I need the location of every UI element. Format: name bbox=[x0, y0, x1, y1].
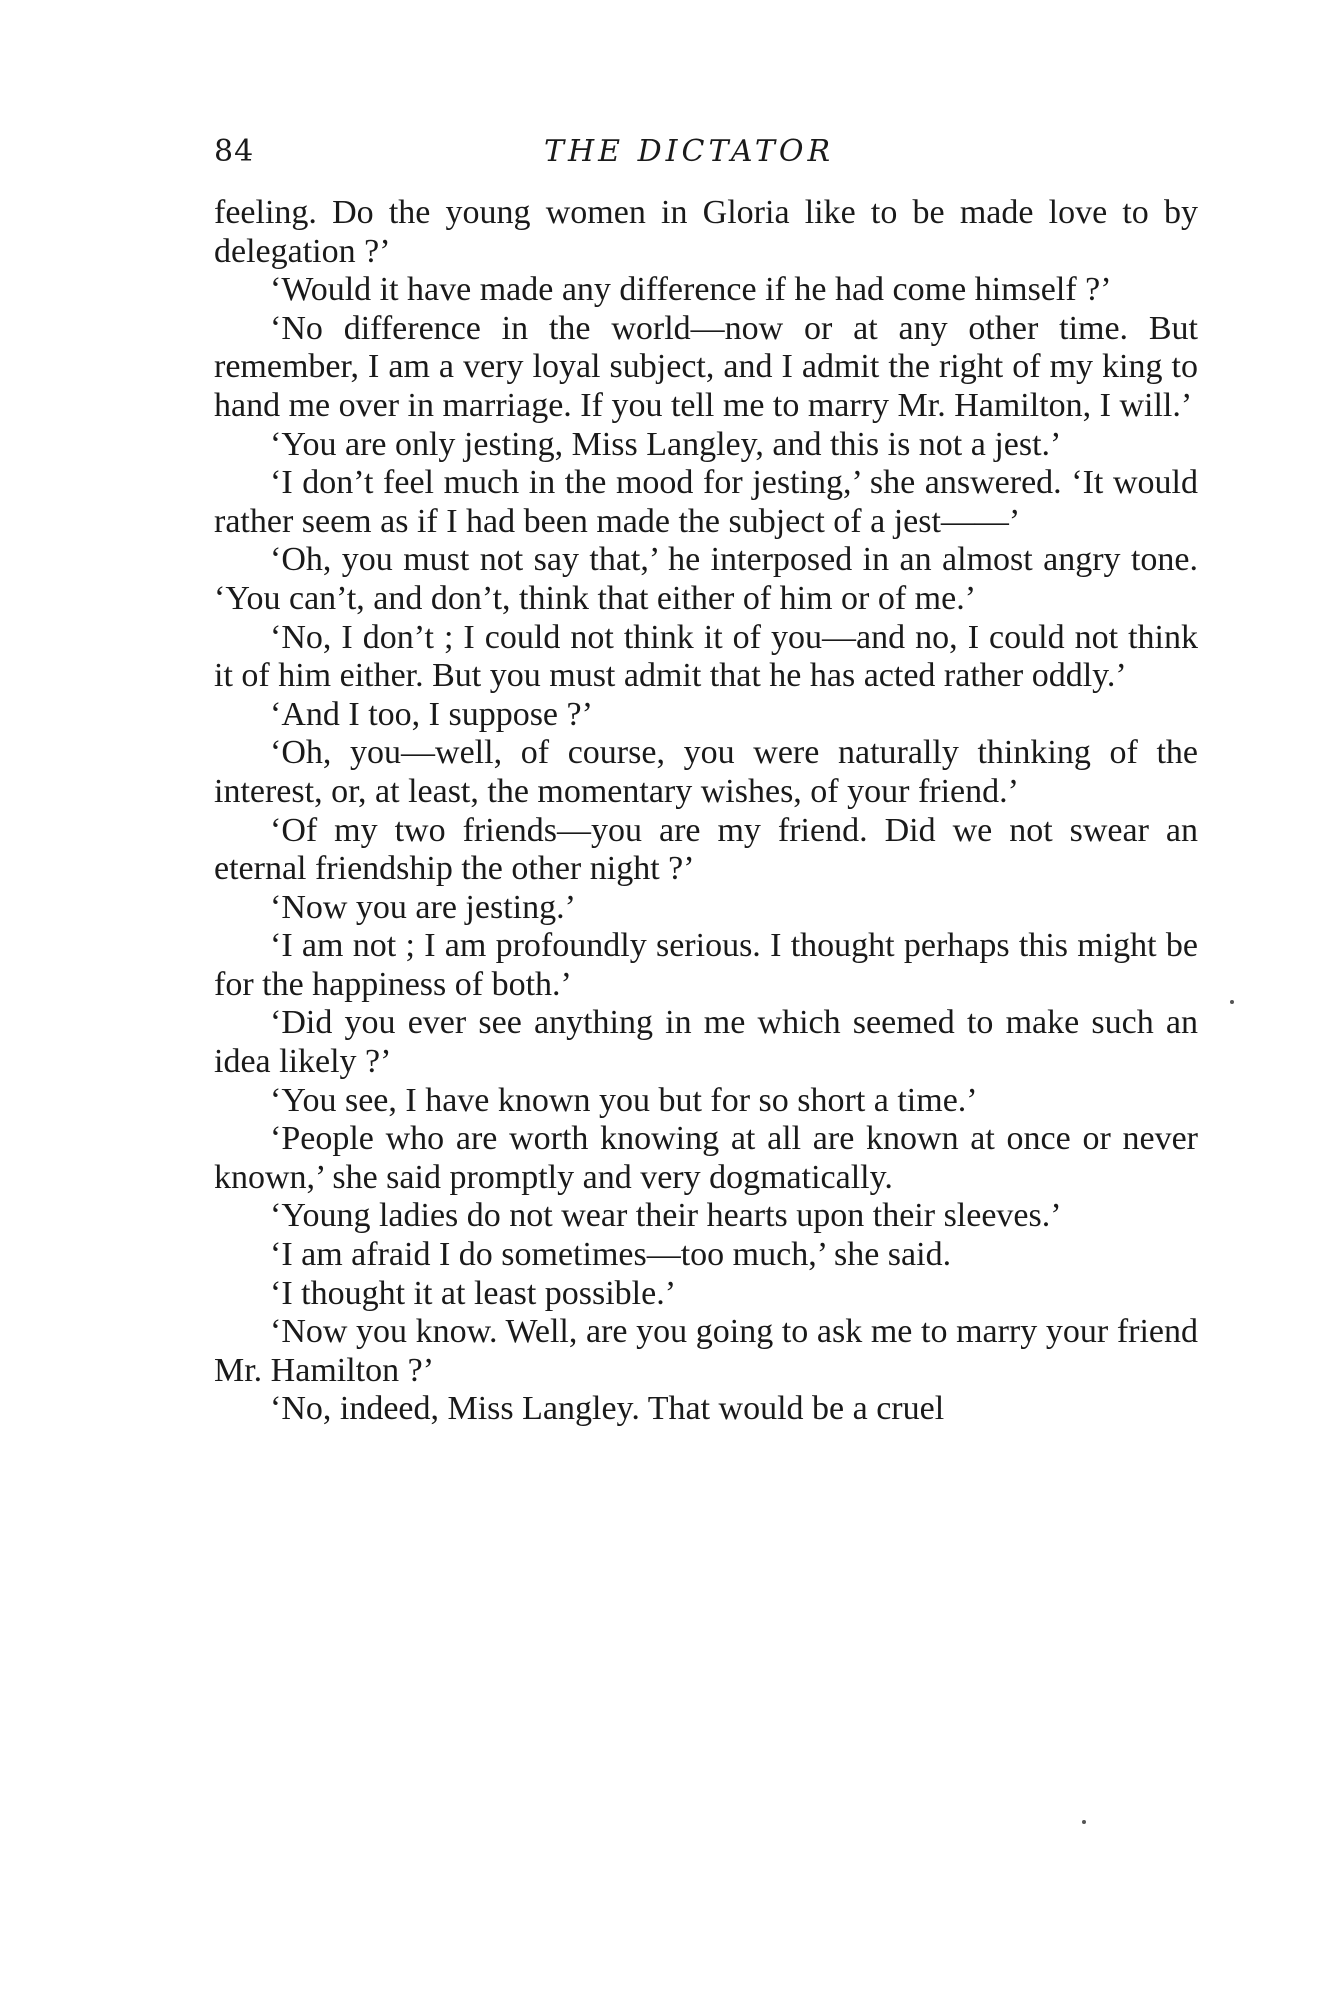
running-title: THE DICTATOR bbox=[544, 134, 835, 169]
paragraph: ‘Now you are jesting.’ bbox=[270, 888, 576, 926]
page-number: 84 bbox=[214, 134, 255, 169]
paragraph: ‘And I too, I suppose ?’ bbox=[270, 695, 593, 733]
paragraph: ‘I am not ; I am profoundly serious. I thought perhaps this might be for the happiness of both.’ bbox=[214, 927, 1198, 1003]
paper-speck bbox=[1082, 1820, 1086, 1824]
paragraph: ‘People who are worth knowing at all are known at once or never known,’ she said promptly and very dogmatically. bbox=[214, 1120, 1198, 1196]
paragraph: ‘Now you know. Well, are you going to ask me to marry your friend Mr. Hamilton ?’ bbox=[214, 1313, 1198, 1389]
paragraph: ‘Oh, you must not say that,’ he interposed in an almost angry tone. ‘You can’t, and don’t, think that either of him or of me.’ bbox=[214, 541, 1198, 617]
paper-speck bbox=[1230, 1000, 1234, 1004]
paragraph: ‘Oh, you—well, of course, you were naturally thinking of the interest, or, at least, the momentary wishes, of your friend.’ bbox=[214, 734, 1198, 810]
paragraph: ‘No, I don’t ; I could not think it of you—and no, I could not think it of him either. But you must admit that he has acted rather oddly.’ bbox=[214, 618, 1198, 695]
paragraph: ‘Would it have made any difference if he had come himself ?’ bbox=[270, 271, 1112, 309]
paragraph: ‘Of my two friends—you are my friend. Did we not swear an eternal friendship the other night ?’ bbox=[214, 811, 1198, 888]
paragraph: ‘I am afraid I do sometimes—too much,’ she said. bbox=[270, 1236, 952, 1274]
paragraph: ‘Young ladies do not wear their hearts upon their sleeves.’ bbox=[270, 1197, 1062, 1235]
paragraph: ‘Did you ever see anything in me which seemed to make such an idea likely ?’ bbox=[214, 1004, 1198, 1081]
paragraph: ‘I thought it at least possible.’ bbox=[270, 1274, 677, 1312]
body-text bbox=[214, 194, 1198, 1429]
running-head bbox=[214, 134, 1198, 180]
paragraph: feeling. Do the young women in Gloria like to be made love to by delegation ?’ bbox=[214, 194, 1198, 270]
paragraph: ‘No, indeed, Miss Langley. That would be a cruel bbox=[270, 1390, 945, 1428]
paragraph: ‘You see, I have known you but for so short a time.’ bbox=[270, 1081, 978, 1119]
paragraph: ‘I don’t feel much in the mood for jesting,’ she answered. ‘It would rather seem as if I had been made the subject of a jest——’ bbox=[214, 464, 1198, 540]
paragraph: ‘No difference in the world—now or at any other time. But remember, I am a very loyal subject, and I admit the right of my king to hand me over in marriage. If you tell me to marry Mr. Hamilton, I will.’ bbox=[214, 309, 1198, 424]
paragraph: ‘You are only jesting, Miss Langley, and this is not a jest.’ bbox=[270, 425, 1062, 463]
